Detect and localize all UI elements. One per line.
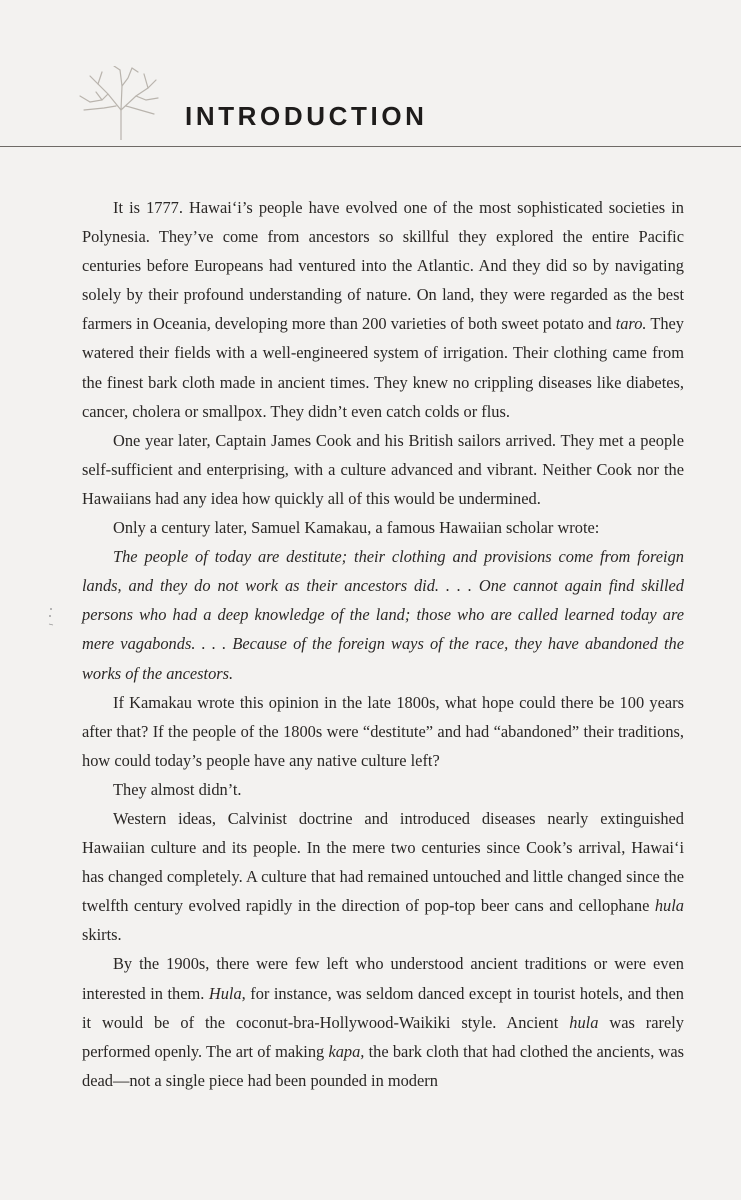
paragraph (82, 804, 684, 949)
text-run: It is 1777. Hawai‘i’s people have evolved one of the most sophisticated societies in Polynesia. They’ve come from ancestors so skillful they explored the entire Pacific centuries before Europeans had ventured into the Atlantic. And they did so by navigating solely by their profound understanding of nature. On land, they were regarded as the best farmers in Oceania, developing more than 200 varieties of both sweet potato and (82, 198, 684, 334)
text-run: By the 1900s, there were few left who understood ancient traditions or were even interested in them. (82, 954, 684, 1003)
paragraph (82, 949, 684, 1094)
text-run: They almost didn’t. (113, 779, 242, 799)
italic-term: taro. (615, 314, 647, 334)
text-run: Western ideas, Calvinist doctrine and introduced diseases nearly extinguished Hawaiian culture and its people. In the mere two centuries since Cook’s arrival, Hawai‘i has changed completely. A culture that had remained untouched and little changed since the twelfth century evolved rapidly in the direction of pop-top beer cans and cellophane (82, 808, 684, 916)
paragraph (82, 193, 684, 426)
block-quote (82, 542, 684, 687)
chapter-title: INTRODUCTION (185, 101, 428, 131)
header-rule (0, 146, 741, 147)
italic-term: kapa, (328, 1041, 365, 1061)
body-text (82, 193, 684, 1095)
bare-tree-icon (76, 66, 162, 140)
text-run: The people of today are destitute; their clothing and provisions come from foreign lands, and they do not work as their ancestors did. . . . One cannot again find skilled persons who had a deep knowledge of the land; those who are called learned today are mere vagabonds. . . . Because of the foreign ways of the race, they have abandoned the works of the ancestors. (82, 547, 684, 683)
text-run: was rarely performed openly. The art of making (82, 1012, 685, 1061)
text-run: They watered their fields with a well-engineered system of irrigation. Their clothing came from the finest bark cloth made in ancient times. They knew no crippling diseases like diabetes, cancer, cholera or smallpox. They didn’t even catch colds or flus. (82, 314, 684, 421)
italic-term: hula (654, 896, 684, 916)
chapter-header (0, 0, 741, 150)
text-run: skirts. (82, 925, 122, 945)
paragraph (82, 426, 684, 513)
paragraph (82, 775, 684, 804)
text-run: If Kamakau wrote this opinion in the late 1800s, what hope could there be 100 years after that? If the people of the 1800s were “destitute” and had “abandoned” their traditions, how could today’s people have any native culture left? (82, 692, 684, 770)
text-run: One year later, Captain James Cook and his British sailors arrived. They met a people self-sufficient and enterprising, with a culture advanced and vibrant. Neither Cook nor the Hawaiians had any idea how quickly all of this would be undermined. (82, 430, 684, 508)
text-run: the bark cloth that had clothed the ancients, was dead—not a single piece had been pounded in modern (82, 1041, 684, 1090)
italic-term: Hula, (208, 983, 246, 1003)
paragraph (82, 513, 684, 542)
paragraph (82, 688, 684, 775)
text-run: for instance, was seldom danced except in tourist hotels, and then it would be of the coconut-bra-Hollywood-Waikiki style. Ancient (82, 983, 684, 1032)
margin-marks (46, 604, 58, 628)
text-run: Only a century later, Samuel Kamakau, a famous Hawaiian scholar wrote: (113, 518, 600, 538)
italic-term: hula (569, 1012, 599, 1032)
